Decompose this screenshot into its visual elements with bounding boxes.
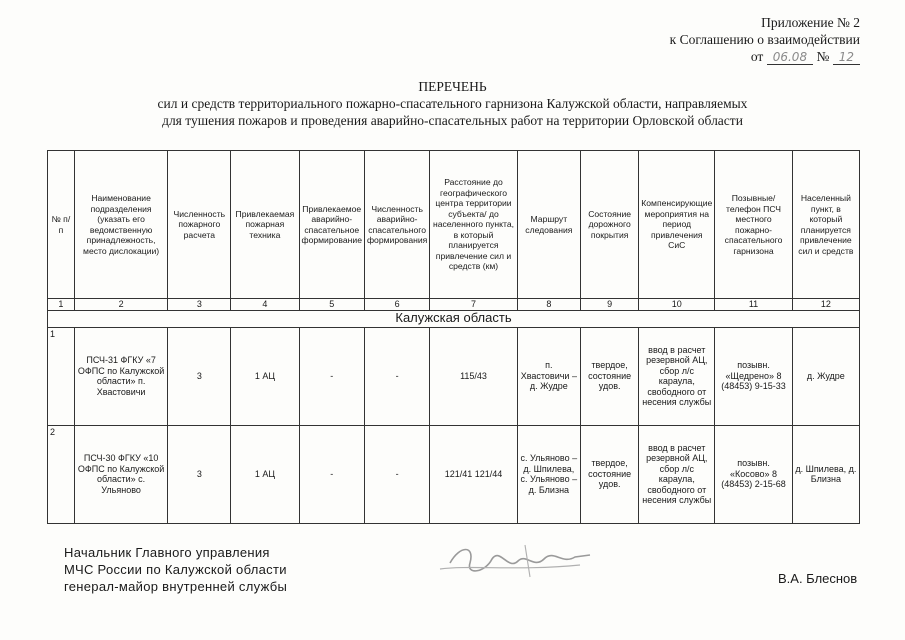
header-cell: Численность аварийно-спасательного формирования xyxy=(364,151,429,299)
header-row xyxy=(48,151,860,299)
column-number: 10 xyxy=(639,299,715,311)
header-cell: Компенсирующие мероприятия на период привлечения СиС xyxy=(639,151,715,299)
header-cell: Наименование подразделения (указать его ведомственную принадлежность, место дислокации) xyxy=(74,151,168,299)
column-number: 12 xyxy=(792,299,859,311)
document-title xyxy=(0,78,905,129)
column-number: 1 xyxy=(48,299,75,311)
distance-cell: 121/41 121/44 xyxy=(430,425,517,523)
callsign-cell: позывн. «Косово» 8 (48453) 2-15-68 xyxy=(715,425,792,523)
table-row xyxy=(48,425,860,523)
place-cell: д. Жудре xyxy=(792,327,859,425)
header-cell: Численность пожарного расчета xyxy=(168,151,231,299)
appendix-agreement: к Соглашению о взаимодействии xyxy=(669,32,860,47)
formation-count-cell: - xyxy=(364,425,429,523)
table-row xyxy=(48,327,860,425)
formation-cell: - xyxy=(299,327,364,425)
title-heading: ПЕРЕЧЕНЬ xyxy=(418,79,487,94)
column-number: 5 xyxy=(299,299,364,311)
appendix-no-label: № xyxy=(816,49,830,64)
header-cell: Расстояние до географического центра территории субъекта/ до населенного пункта, в который планируется привлечение сил и средств (км) xyxy=(430,151,517,299)
road-cell: твердое, состояние удов. xyxy=(581,425,639,523)
header-cell: Населенный пункт, в который планируется привлечение сил и средств xyxy=(792,151,859,299)
column-number: 6 xyxy=(364,299,429,311)
route-cell: п. Хвастовичи – д. Жудре xyxy=(517,327,580,425)
formation-cell: - xyxy=(299,425,364,523)
header-cell: Позывные/ телефон ПСЧ местного пожарно-спасательного гарнизона xyxy=(715,151,792,299)
column-number: 7 xyxy=(430,299,517,311)
forces-table xyxy=(47,150,860,524)
row-number: 1 xyxy=(48,327,75,425)
row-number: 2 xyxy=(48,425,75,523)
title-line-1: сил и средств территориального пожарно-спасательного гарнизона Калужской области, направляемых xyxy=(157,96,748,111)
column-number: 11 xyxy=(715,299,792,311)
crew-cell: 3 xyxy=(168,327,231,425)
crew-cell: 3 xyxy=(168,425,231,523)
column-number: 9 xyxy=(581,299,639,311)
callsign-cell: позывн. «Щедрено» 8 (48453) 9-15-33 xyxy=(715,327,792,425)
handwritten-signature xyxy=(430,535,600,585)
region-row xyxy=(48,310,860,327)
signature-line-1: Начальник Главного управления xyxy=(64,545,270,560)
signatory-name: В.А. Блеснов xyxy=(778,571,858,586)
column-number: 8 xyxy=(517,299,580,311)
compensation-cell: ввод в расчет резервной АЦ, сбор л/с караула, свободного от несения службы xyxy=(639,327,715,425)
appendix-date: 06.08 xyxy=(767,50,813,65)
route-cell: с. Ульяново – д. Шпилева, с. Ульяново – д. Близна xyxy=(517,425,580,523)
column-number: 3 xyxy=(168,299,231,311)
column-number-row xyxy=(48,299,860,311)
signature-block xyxy=(64,544,287,595)
appendix-number-value: 12 xyxy=(833,50,860,65)
signature-line-3: генерал-майор внутренней службы xyxy=(64,579,288,594)
column-number: 4 xyxy=(231,299,299,311)
appendix-date-line xyxy=(670,48,860,66)
region-label: Калужская область xyxy=(48,310,860,327)
appendix-from-label: от xyxy=(750,49,764,64)
header-cell: № п/п xyxy=(48,151,75,299)
road-cell: твердое, состояние удов. xyxy=(581,327,639,425)
title-line-2: для тушения пожаров и проведения аварийно-спасательных работ на территории Орловской области xyxy=(162,113,743,128)
compensation-cell: ввод в расчет резервной АЦ, сбор л/с караула, свободного от несения службы xyxy=(639,425,715,523)
tech-cell: 1 АЦ xyxy=(231,327,299,425)
tech-cell: 1 АЦ xyxy=(231,425,299,523)
appendix-header xyxy=(670,14,860,66)
distance-cell: 115/43 xyxy=(430,327,517,425)
place-cell: д. Шпилева, д. Близна xyxy=(792,425,859,523)
header-cell: Маршрут следования xyxy=(517,151,580,299)
formation-count-cell: - xyxy=(364,327,429,425)
header-cell: Состояние дорожного покрытия xyxy=(581,151,639,299)
unit-cell: ПСЧ-30 ФГКУ «10 ОФПС по Калужской области» с. Ульяново xyxy=(74,425,168,523)
header-cell: Привлекаемое аварийно-спасательное формирование xyxy=(299,151,364,299)
column-number: 2 xyxy=(74,299,168,311)
unit-cell: ПСЧ-31 ФГКУ «7 ОФПС по Калужской области» п. Хвастовичи xyxy=(74,327,168,425)
header-cell: Привлекаемая пожарная техника xyxy=(231,151,299,299)
signature-line-2: МЧС России по Калужской области xyxy=(64,562,287,577)
appendix-number: Приложение № 2 xyxy=(761,15,860,30)
